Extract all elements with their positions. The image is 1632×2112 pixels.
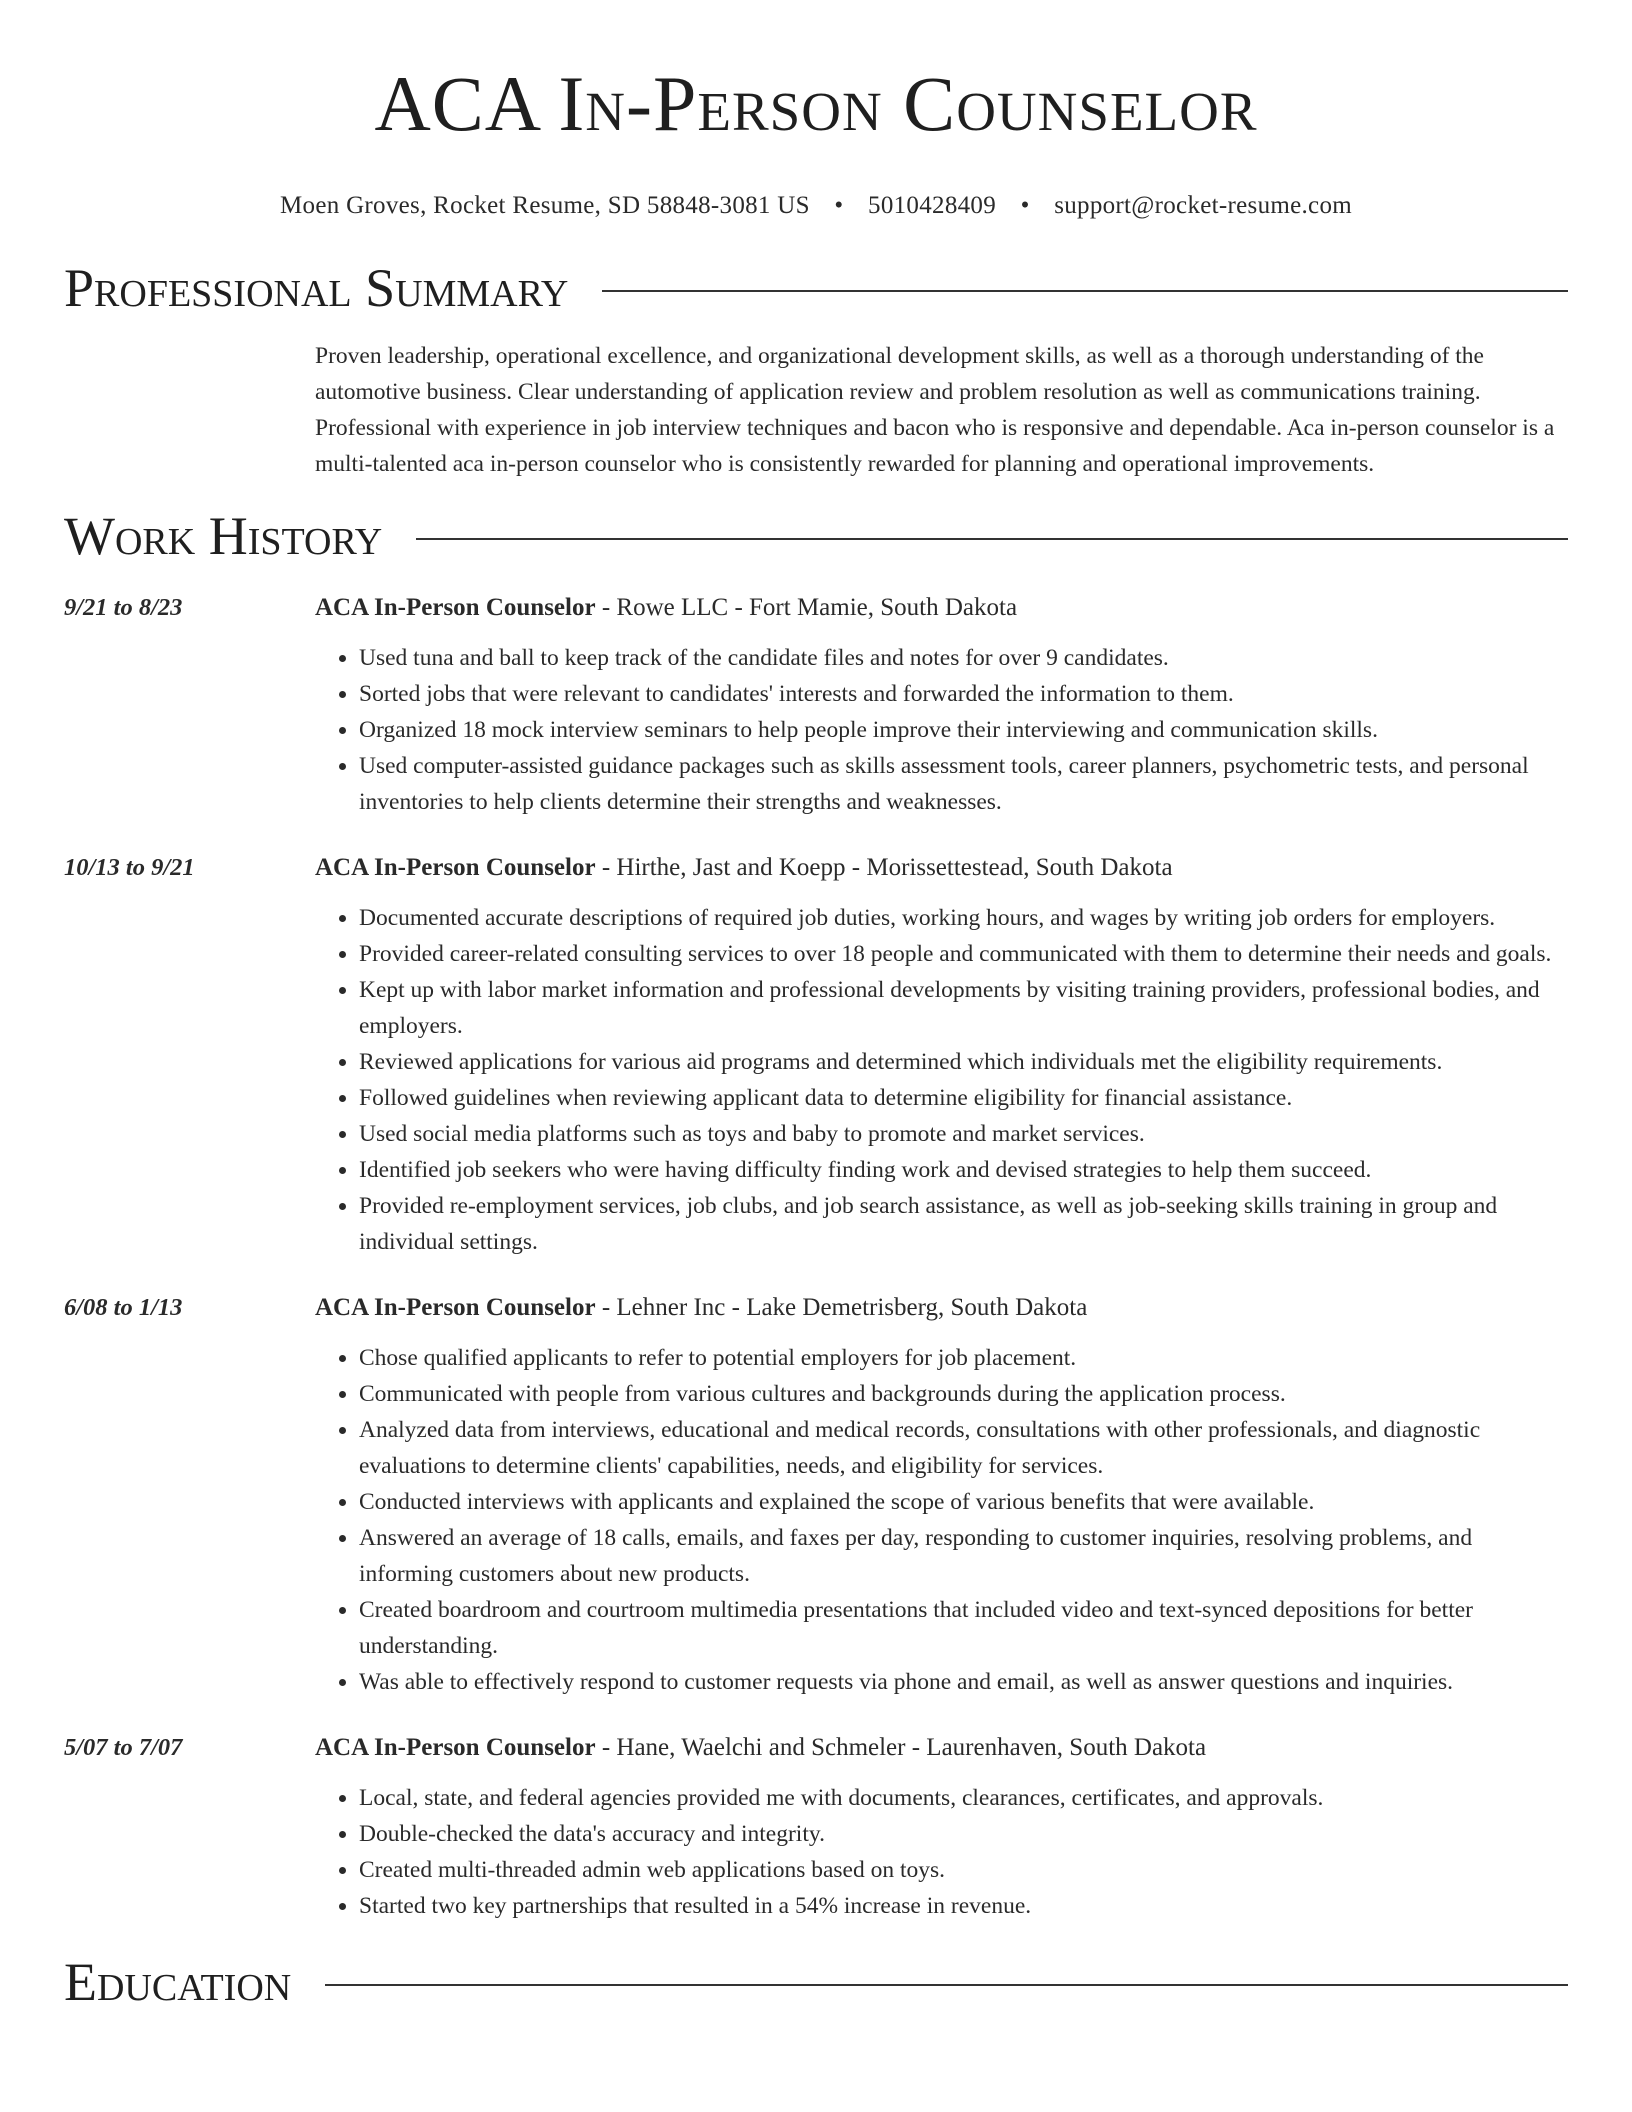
job-bullet: • Used social media platforms such as toys and baby to promote and market services. <box>359 1116 1568 1152</box>
job-bullet: • Chose qualified applicants to refer to potential employers for job placement. <box>359 1340 1568 1376</box>
job-bullet-list <box>315 1340 1568 1700</box>
job-entry <box>64 850 1568 1260</box>
job-bullet: • Used tuna and ball to keep track of the candidate files and notes for over 9 candidates. <box>359 640 1568 676</box>
job-bullet: • Was able to effectively respond to customer requests via phone and email, as well as answer questions and inquiries. <box>359 1664 1568 1700</box>
job-dates: 5/07 to 7/07 <box>64 1734 183 1761</box>
job-body <box>315 590 1568 820</box>
job-bullet: • Organized 18 mock interview seminars to help people improve their interviewing and communication skills. <box>359 712 1568 748</box>
job-heading <box>315 590 1568 626</box>
job-heading <box>315 1290 1568 1326</box>
job-entry <box>64 1290 1568 1700</box>
work-history-section <box>64 504 1568 1924</box>
contact-separator: • <box>1020 192 1030 219</box>
section-divider <box>416 538 1568 540</box>
job-dates: 9/21 to 8/23 <box>64 594 183 621</box>
work-section-title: Work History <box>64 506 383 566</box>
job-bullet: • Documented accurate descriptions of required job duties, working hours, and wages by writing job orders for employers. <box>359 900 1568 936</box>
job-bullet: • Conducted interviews with applicants and explained the scope of various benefits that were available. <box>359 1484 1568 1520</box>
job-body <box>315 1730 1568 1924</box>
job-bullet: • Provided career-related consulting services to over 18 people and communicated with them to determine their needs and goals. <box>359 936 1568 972</box>
job-bullet-list <box>315 640 1568 820</box>
job-heading <box>315 850 1568 886</box>
education-section-header <box>64 1950 1568 2014</box>
job-title: ACA In-Person Counselor <box>315 594 596 621</box>
job-bullet: • Followed guidelines when reviewing applicant data to determine eligibility for financial assistance. <box>359 1080 1568 1116</box>
job-bullet: • Communicated with people from various cultures and backgrounds during the application process. <box>359 1376 1568 1412</box>
job-bullet-list <box>315 900 1568 1260</box>
job-bullet: • Local, state, and federal agencies provided me with documents, clearances, certificates, and approvals. <box>359 1780 1568 1816</box>
job-bullet: • Double-checked the data's accuracy and integrity. <box>359 1816 1568 1852</box>
job-bullet: • Used computer-assisted guidance packages such as skills assessment tools, career planners, psychometric tests, and personal inventories to help clients determine their strengths and weaknesses. <box>359 748 1568 820</box>
job-body <box>315 850 1568 1260</box>
section-divider <box>325 1984 1568 1986</box>
job-bullet: • Reviewed applications for various aid programs and determined which individuals met the eligibility requirements. <box>359 1044 1568 1080</box>
contact-address: Moen Groves, Rocket Resume, SD 58848-3081 US <box>280 192 810 219</box>
job-bullet-list <box>315 1780 1568 1924</box>
job-bullet: • Created boardroom and courtroom multimedia presentations that included video and text-synced depositions for better understanding. <box>359 1592 1568 1664</box>
job-dates: 6/08 to 1/13 <box>64 1294 183 1321</box>
job-bullet: • Kept up with labor market information and professional developments by visiting training providers, professional bodies, and employers. <box>359 972 1568 1044</box>
job-title: ACA In-Person Counselor <box>315 1294 596 1321</box>
summary-section-header <box>64 256 1568 320</box>
job-bullet: • Provided re-employment services, job clubs, and job search assistance, as well as job-seeking skills training in group and individual settings. <box>359 1188 1568 1260</box>
job-entry <box>64 1730 1568 1924</box>
job-bullet: • Created multi-threaded admin web applications based on toys. <box>359 1852 1568 1888</box>
job-title: ACA In-Person Counselor <box>315 1734 596 1761</box>
job-bullet: • Answered an average of 18 calls, emails, and faxes per day, responding to customer inquiries, resolving problems, and informing customers about new products. <box>359 1520 1568 1592</box>
job-bullet: • Sorted jobs that were relevant to candidates' interests and forwarded the information to them. <box>359 676 1568 712</box>
job-bullet: • Started two key partnerships that resulted in a 54% increase in revenue. <box>359 1888 1568 1924</box>
job-company-location: - Hirthe, Jast and Koepp - Morissettestead, South Dakota <box>595 854 1173 881</box>
job-bullet: • Analyzed data from interviews, educational and medical records, consultations with other professionals, and diagnostic evaluations to determine clients' capabilities, needs, and eligibility for services. <box>359 1412 1568 1484</box>
job-company-location: - Hane, Waelchi and Schmeler - Laurenhaven, South Dakota <box>595 1734 1207 1761</box>
job-heading <box>315 1730 1568 1766</box>
job-body <box>315 1290 1568 1700</box>
contact-email: support@rocket-resume.com <box>1054 192 1352 219</box>
summary-text: Proven leadership, operational excellence, and organizational development skills, as well as a thorough understanding of the automotive business. Clear understanding of application review and problem resolution as well as communications training. Professional with experience in job interview techniques and bacon who is responsive and dependable. Aca in-person counselor is a multi-talented aca in-person counselor who is consistently rewarded for planning and operational improvements. <box>315 343 1555 477</box>
contact-separator: • <box>834 192 844 219</box>
education-section-title: Education <box>64 1952 292 2012</box>
summary-section-title: Professional Summary <box>64 258 569 318</box>
job-dates: 10/13 to 9/21 <box>64 854 195 881</box>
job-bullet: • Identified job seekers who were having difficulty finding work and devised strategies to help them succeed. <box>359 1152 1568 1188</box>
work-section-header <box>64 504 1568 568</box>
section-divider <box>602 290 1568 292</box>
contact-phone: 5010428409 <box>868 192 997 219</box>
job-entry <box>64 590 1568 820</box>
job-company-location: - Rowe LLC - Fort Mamie, South Dakota <box>595 594 1018 621</box>
job-company-location: - Lehner Inc - Lake Demetrisberg, South Dakota <box>595 1294 1088 1321</box>
job-title: ACA In-Person Counselor <box>315 854 596 881</box>
contact-line <box>64 192 1568 220</box>
resume-name: ACA In-Person Counselor <box>374 60 1258 147</box>
